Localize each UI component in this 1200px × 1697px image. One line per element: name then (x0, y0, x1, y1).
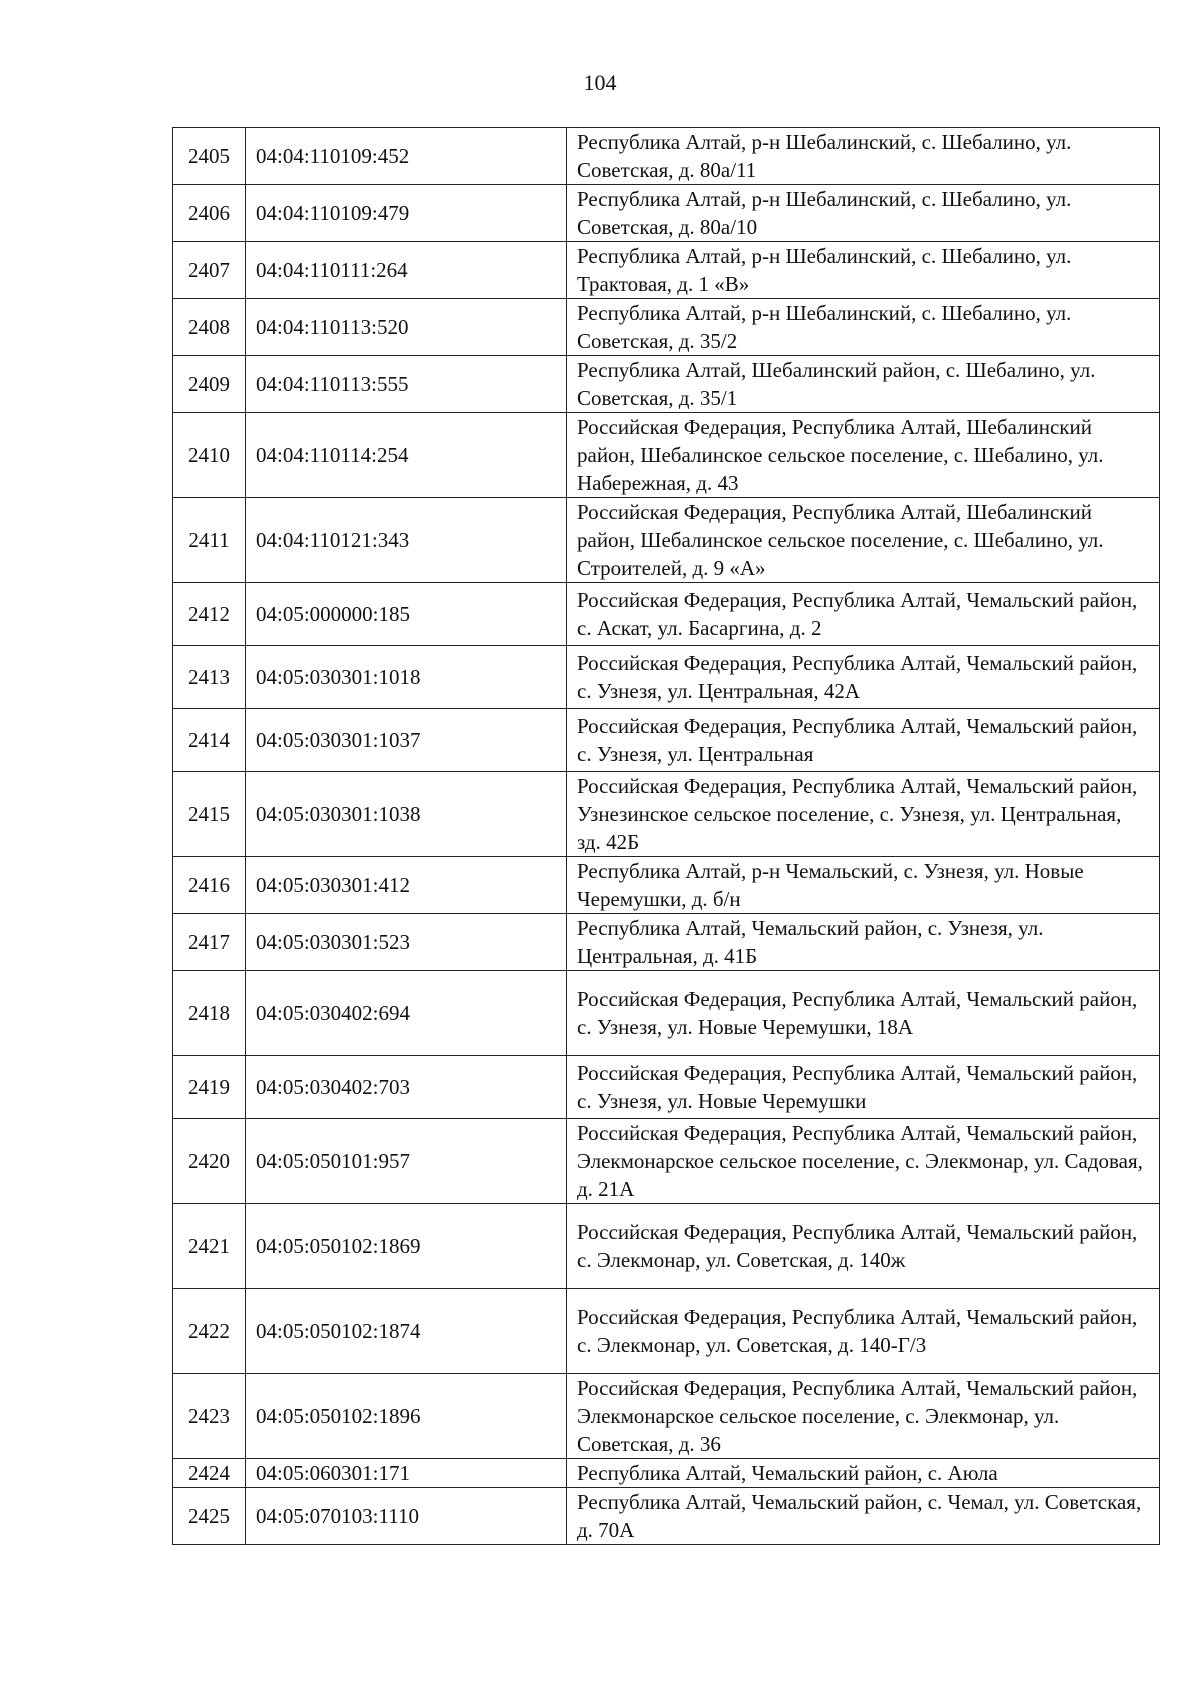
cadastral-number: 04:04:110113:520 (246, 299, 567, 356)
address: Республика Алтай, р-н Чемальский, с. Узнезя, ул. Новые Черемушки, д. б/н (567, 857, 1160, 914)
table-row (173, 1459, 1160, 1488)
address: Республика Алтай, Чемальский район, с. Узнезя, ул. Центральная, д. 41Б (567, 914, 1160, 971)
row-number: 2407 (173, 242, 246, 299)
address: Российская Федерация, Республика Алтай, Шебалинский район, Шебалинское сельское поселение, с. Шебалино, ул. Набережная, д. 43 (567, 413, 1160, 498)
table-row (173, 242, 1160, 299)
address: Российская Федерация, Республика Алтай, Чемальский район, Узнезинское сельское поселение, с. Узнезя, ул. Центральная, зд. 42Б (567, 772, 1160, 857)
table-row (173, 646, 1160, 709)
cadastral-number: 04:05:030301:523 (246, 914, 567, 971)
address: Российская Федерация, Республика Алтай, Чемальский район, с. Элекмонар, ул. Советская, д. 140-Г/3 (567, 1289, 1160, 1374)
cadastral-number: 04:05:070103:1110 (246, 1488, 567, 1545)
row-number: 2409 (173, 356, 246, 413)
address: Российская Федерация, Республика Алтай, Чемальский район, с. Узнезя, ул. Центральная, 42А (567, 646, 1160, 709)
cadastral-number: 04:04:110114:254 (246, 413, 567, 498)
cadastral-number: 04:05:030301:412 (246, 857, 567, 914)
row-number: 2419 (173, 1056, 246, 1119)
address: Российская Федерация, Республика Алтай, Чемальский район, с. Элекмонар, ул. Советская, д. 140ж (567, 1204, 1160, 1289)
address: Российская Федерация, Республика Алтай, Чемальский район, с. Узнезя, ул. Новые Черемушки, 18А (567, 971, 1160, 1056)
table-row (173, 356, 1160, 413)
cadastral-number: 04:04:110113:555 (246, 356, 567, 413)
cadastral-number: 04:05:030301:1018 (246, 646, 567, 709)
cadastral-number: 04:05:030402:703 (246, 1056, 567, 1119)
table-row (173, 583, 1160, 646)
table-row (173, 1374, 1160, 1459)
table-row (173, 299, 1160, 356)
row-number: 2412 (173, 583, 246, 646)
row-number: 2417 (173, 914, 246, 971)
cadastral-number: 04:05:050102:1896 (246, 1374, 567, 1459)
cadastral-number: 04:05:030301:1037 (246, 709, 567, 772)
cadastral-number: 04:05:050101:957 (246, 1119, 567, 1204)
address: Республика Алтай, р-н Шебалинский, с. Шебалино, ул. Советская, д. 35/2 (567, 299, 1160, 356)
row-number: 2424 (173, 1459, 246, 1488)
address: Российская Федерация, Республика Алтай, Чемальский район, с. Аскат, ул. Басаргина, д. 2 (567, 583, 1160, 646)
row-number: 2411 (173, 498, 246, 583)
address: Российская Федерация, Республика Алтай, Чемальский район, с. Узнезя, ул. Центральная (567, 709, 1160, 772)
cadastral-number: 04:05:000000:185 (246, 583, 567, 646)
row-number: 2406 (173, 185, 246, 242)
row-number: 2405 (173, 128, 246, 185)
page-number: 104 (583, 70, 617, 95)
address: Российская Федерация, Республика Алтай, Чемальский район, Элекмонарское сельское поселение, с. Элекмонар, ул. Советская, д. 36 (567, 1374, 1160, 1459)
table-row (173, 857, 1160, 914)
row-number: 2413 (173, 646, 246, 709)
table-row (173, 772, 1160, 857)
cadastral-number: 04:05:050102:1874 (246, 1289, 567, 1374)
cadastral-number: 04:04:110121:343 (246, 498, 567, 583)
table-row (173, 185, 1160, 242)
address: Российская Федерация, Республика Алтай, Чемальский район, с. Узнезя, ул. Новые Черемушки (567, 1056, 1160, 1119)
table-row (173, 1488, 1160, 1545)
row-number: 2415 (173, 772, 246, 857)
address: Республика Алтай, р-н Шебалинский, с. Шебалино, ул. Советская, д. 80а/10 (567, 185, 1160, 242)
row-number: 2414 (173, 709, 246, 772)
table-row (173, 1119, 1160, 1204)
table-row (173, 914, 1160, 971)
cadastral-number: 04:05:060301:171 (246, 1459, 567, 1488)
table-row (173, 709, 1160, 772)
cadastral-number: 04:04:110111:264 (246, 242, 567, 299)
address: Республика Алтай, Чемальский район, с. Аюла (567, 1459, 1160, 1488)
table-row (173, 1289, 1160, 1374)
cadastral-number: 04:05:030402:694 (246, 971, 567, 1056)
address: Республика Алтай, Чемальский район, с. Чемал, ул. Советская, д. 70А (567, 1488, 1160, 1545)
table-row (173, 971, 1160, 1056)
cadastral-number: 04:04:110109:452 (246, 128, 567, 185)
table-row (173, 128, 1160, 185)
address: Республика Алтай, р-н Шебалинский, с. Шебалино, ул. Трактовая, д. 1 «В» (567, 242, 1160, 299)
registry-table (172, 127, 1160, 1545)
row-number: 2421 (173, 1204, 246, 1289)
address: Республика Алтай, р-н Шебалинский, с. Шебалино, ул. Советская, д. 80а/11 (567, 128, 1160, 185)
table-row (173, 413, 1160, 498)
address: Республика Алтай, Шебалинский район, с. Шебалино, ул. Советская, д. 35/1 (567, 356, 1160, 413)
row-number: 2420 (173, 1119, 246, 1204)
address: Российская Федерация, Республика Алтай, Чемальский район, Элекмонарское сельское поселение, с. Элекмонар, ул. Садовая, д. 21А (567, 1119, 1160, 1204)
row-number: 2410 (173, 413, 246, 498)
row-number: 2425 (173, 1488, 246, 1545)
address: Российская Федерация, Республика Алтай, Шебалинский район, Шебалинское сельское поселение, с. Шебалино, ул. Строителей, д. 9 «А» (567, 498, 1160, 583)
row-number: 2423 (173, 1374, 246, 1459)
row-number: 2416 (173, 857, 246, 914)
cadastral-number: 04:05:030301:1038 (246, 772, 567, 857)
table-row (173, 1204, 1160, 1289)
table-row (173, 1056, 1160, 1119)
table-row (173, 498, 1160, 583)
cadastral-number: 04:04:110109:479 (246, 185, 567, 242)
row-number: 2422 (173, 1289, 246, 1374)
row-number: 2418 (173, 971, 246, 1056)
cadastral-number: 04:05:050102:1869 (246, 1204, 567, 1289)
row-number: 2408 (173, 299, 246, 356)
